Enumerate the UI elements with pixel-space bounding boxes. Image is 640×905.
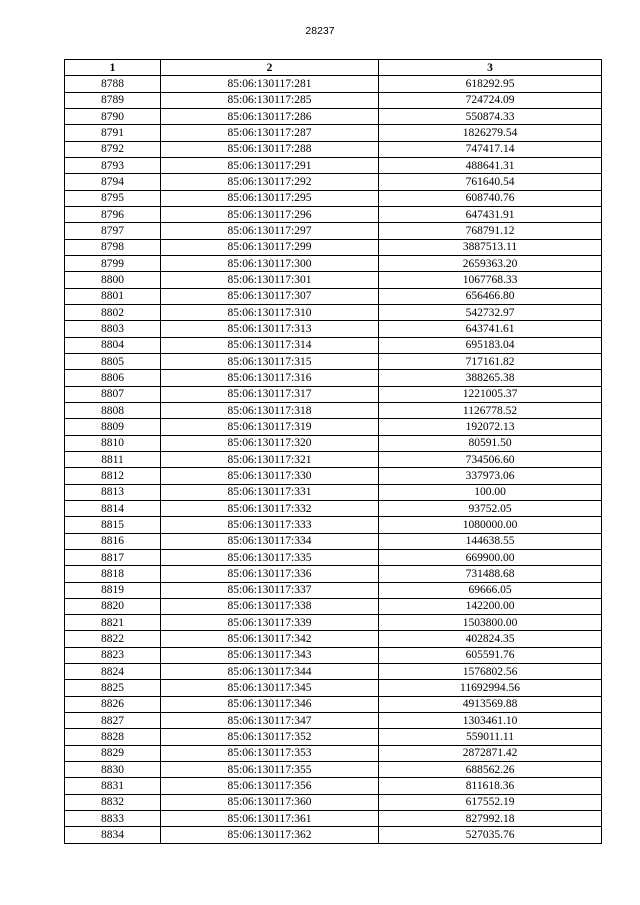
table-row bbox=[65, 631, 602, 647]
table-row bbox=[65, 288, 602, 304]
row-number-cell: 8828 bbox=[65, 729, 161, 745]
value-cell: 402824.35 bbox=[379, 631, 602, 647]
table-row bbox=[65, 827, 602, 843]
value-cell: 827992.18 bbox=[379, 811, 602, 827]
table-row bbox=[65, 549, 602, 565]
cadastral-number-cell: 85:06:130117:286 bbox=[161, 108, 379, 124]
value-cell: 605591.76 bbox=[379, 647, 602, 663]
cadastral-number-cell: 85:06:130117:343 bbox=[161, 647, 379, 663]
table-row bbox=[65, 615, 602, 631]
row-number-cell: 8804 bbox=[65, 337, 161, 353]
table-row bbox=[65, 206, 602, 222]
value-cell: 688562.26 bbox=[379, 762, 602, 778]
row-number-cell: 8788 bbox=[65, 76, 161, 92]
value-cell: 11692994.56 bbox=[379, 680, 602, 696]
cadastral-number-cell: 85:06:130117:316 bbox=[161, 370, 379, 386]
row-number-cell: 8806 bbox=[65, 370, 161, 386]
row-number-cell: 8830 bbox=[65, 762, 161, 778]
column-header-1: 1 bbox=[65, 60, 161, 76]
row-number-cell: 8805 bbox=[65, 353, 161, 369]
value-cell: 527035.76 bbox=[379, 827, 602, 843]
cadastral-number-cell: 85:06:130117:297 bbox=[161, 223, 379, 239]
row-number-cell: 8796 bbox=[65, 206, 161, 222]
value-cell: 337973.06 bbox=[379, 468, 602, 484]
value-cell: 1221005.37 bbox=[379, 386, 602, 402]
cadastral-number-cell: 85:06:130117:281 bbox=[161, 76, 379, 92]
table-row bbox=[65, 353, 602, 369]
table-header-row bbox=[65, 60, 602, 76]
table-row bbox=[65, 419, 602, 435]
cadastral-number-cell: 85:06:130117:362 bbox=[161, 827, 379, 843]
value-cell: 643741.61 bbox=[379, 321, 602, 337]
table-row bbox=[65, 745, 602, 761]
value-cell: 608740.76 bbox=[379, 190, 602, 206]
row-number-cell: 8816 bbox=[65, 533, 161, 549]
cadastral-number-cell: 85:06:130117:331 bbox=[161, 484, 379, 500]
row-number-cell: 8819 bbox=[65, 582, 161, 598]
row-number-cell: 8833 bbox=[65, 811, 161, 827]
cadastral-number-cell: 85:06:130117:310 bbox=[161, 304, 379, 320]
table-row bbox=[65, 811, 602, 827]
value-cell: 1503800.00 bbox=[379, 615, 602, 631]
value-cell: 80591.50 bbox=[379, 435, 602, 451]
cadastral-number-cell: 85:06:130117:353 bbox=[161, 745, 379, 761]
value-cell: 724724.09 bbox=[379, 92, 602, 108]
value-cell: 1067768.33 bbox=[379, 272, 602, 288]
value-cell: 1576802.56 bbox=[379, 664, 602, 680]
table-row bbox=[65, 435, 602, 451]
cadastral-number-cell: 85:06:130117:338 bbox=[161, 598, 379, 614]
row-number-cell: 8827 bbox=[65, 713, 161, 729]
row-number-cell: 8792 bbox=[65, 141, 161, 157]
row-number-cell: 8809 bbox=[65, 419, 161, 435]
table-row bbox=[65, 141, 602, 157]
table-row bbox=[65, 386, 602, 402]
cadastral-number-cell: 85:06:130117:287 bbox=[161, 125, 379, 141]
row-number-cell: 8793 bbox=[65, 157, 161, 173]
value-cell: 4913569.88 bbox=[379, 696, 602, 712]
row-number-cell: 8808 bbox=[65, 402, 161, 418]
row-number-cell: 8798 bbox=[65, 239, 161, 255]
row-number-cell: 8815 bbox=[65, 517, 161, 533]
table-row bbox=[65, 255, 602, 271]
value-cell: 93752.05 bbox=[379, 500, 602, 516]
cadastral-number-cell: 85:06:130117:295 bbox=[161, 190, 379, 206]
row-number-cell: 8789 bbox=[65, 92, 161, 108]
row-number-cell: 8834 bbox=[65, 827, 161, 843]
table-row bbox=[65, 582, 602, 598]
table-row bbox=[65, 321, 602, 337]
value-cell: 542732.97 bbox=[379, 304, 602, 320]
value-cell: 669900.00 bbox=[379, 549, 602, 565]
table-row bbox=[65, 272, 602, 288]
table-row bbox=[65, 76, 602, 92]
row-number-cell: 8831 bbox=[65, 778, 161, 794]
table-row bbox=[65, 223, 602, 239]
cadastral-number-cell: 85:06:130117:317 bbox=[161, 386, 379, 402]
row-number-cell: 8829 bbox=[65, 745, 161, 761]
value-cell: 695183.04 bbox=[379, 337, 602, 353]
cadastral-number-cell: 85:06:130117:345 bbox=[161, 680, 379, 696]
value-cell: 1826279.54 bbox=[379, 125, 602, 141]
row-number-cell: 8823 bbox=[65, 647, 161, 663]
value-cell: 388265.38 bbox=[379, 370, 602, 386]
row-number-cell: 8832 bbox=[65, 794, 161, 810]
value-cell: 618292.95 bbox=[379, 76, 602, 92]
table-row bbox=[65, 762, 602, 778]
row-number-cell: 8825 bbox=[65, 680, 161, 696]
table-row bbox=[65, 778, 602, 794]
page-number: 28237 bbox=[305, 25, 335, 37]
row-number-cell: 8802 bbox=[65, 304, 161, 320]
table-row bbox=[65, 174, 602, 190]
value-cell: 656466.80 bbox=[379, 288, 602, 304]
value-cell: 69666.05 bbox=[379, 582, 602, 598]
value-cell: 1303461.10 bbox=[379, 713, 602, 729]
table-row bbox=[65, 533, 602, 549]
table-row bbox=[65, 157, 602, 173]
row-number-cell: 8811 bbox=[65, 451, 161, 467]
table-row bbox=[65, 239, 602, 255]
cadastral-number-cell: 85:06:130117:314 bbox=[161, 337, 379, 353]
table-row bbox=[65, 517, 602, 533]
value-cell: 3887513.11 bbox=[379, 239, 602, 255]
table-row bbox=[65, 125, 602, 141]
cadastral-number-cell: 85:06:130117:300 bbox=[161, 255, 379, 271]
cadastral-number-cell: 85:06:130117:342 bbox=[161, 631, 379, 647]
cadastral-number-cell: 85:06:130117:339 bbox=[161, 615, 379, 631]
row-number-cell: 8795 bbox=[65, 190, 161, 206]
value-cell: 1126778.52 bbox=[379, 402, 602, 418]
value-cell: 734506.60 bbox=[379, 451, 602, 467]
table-row bbox=[65, 729, 602, 745]
cadastral-number-cell: 85:06:130117:321 bbox=[161, 451, 379, 467]
column-header-3: 3 bbox=[379, 60, 602, 76]
row-number-cell: 8797 bbox=[65, 223, 161, 239]
table-row bbox=[65, 794, 602, 810]
cadastral-number-cell: 85:06:130117:288 bbox=[161, 141, 379, 157]
cadastral-number-cell: 85:06:130117:291 bbox=[161, 157, 379, 173]
row-number-cell: 8812 bbox=[65, 468, 161, 484]
row-number-cell: 8822 bbox=[65, 631, 161, 647]
value-cell: 811618.36 bbox=[379, 778, 602, 794]
table-row bbox=[65, 190, 602, 206]
cadastral-number-cell: 85:06:130117:319 bbox=[161, 419, 379, 435]
value-cell: 2872871.42 bbox=[379, 745, 602, 761]
table-row bbox=[65, 566, 602, 582]
table-row bbox=[65, 664, 602, 680]
table-row bbox=[65, 402, 602, 418]
row-number-cell: 8794 bbox=[65, 174, 161, 190]
cadastral-number-cell: 85:06:130117:313 bbox=[161, 321, 379, 337]
row-number-cell: 8818 bbox=[65, 566, 161, 582]
value-cell: 617552.19 bbox=[379, 794, 602, 810]
value-cell: 731488.68 bbox=[379, 566, 602, 582]
cadastral-number-cell: 85:06:130117:318 bbox=[161, 402, 379, 418]
cadastral-number-cell: 85:06:130117:347 bbox=[161, 713, 379, 729]
value-cell: 2659363.20 bbox=[379, 255, 602, 271]
cadastral-number-cell: 85:06:130117:355 bbox=[161, 762, 379, 778]
row-number-cell: 8807 bbox=[65, 386, 161, 402]
row-number-cell: 8824 bbox=[65, 664, 161, 680]
table-row bbox=[65, 484, 602, 500]
row-number-cell: 8810 bbox=[65, 435, 161, 451]
value-cell: 559011.11 bbox=[379, 729, 602, 745]
row-number-cell: 8813 bbox=[65, 484, 161, 500]
value-cell: 144638.55 bbox=[379, 533, 602, 549]
data-table bbox=[64, 59, 602, 844]
table-body bbox=[65, 76, 602, 843]
table-row bbox=[65, 370, 602, 386]
cadastral-number-cell: 85:06:130117:285 bbox=[161, 92, 379, 108]
cadastral-number-cell: 85:06:130117:320 bbox=[161, 435, 379, 451]
row-number-cell: 8821 bbox=[65, 615, 161, 631]
value-cell: 717161.82 bbox=[379, 353, 602, 369]
cadastral-number-cell: 85:06:130117:301 bbox=[161, 272, 379, 288]
value-cell: 100.00 bbox=[379, 484, 602, 500]
cadastral-number-cell: 85:06:130117:336 bbox=[161, 566, 379, 582]
value-cell: 192072.13 bbox=[379, 419, 602, 435]
value-cell: 550874.33 bbox=[379, 108, 602, 124]
row-number-cell: 8801 bbox=[65, 288, 161, 304]
value-cell: 142200.00 bbox=[379, 598, 602, 614]
value-cell: 647431.91 bbox=[379, 206, 602, 222]
cadastral-number-cell: 85:06:130117:334 bbox=[161, 533, 379, 549]
table-row bbox=[65, 451, 602, 467]
row-number-cell: 8826 bbox=[65, 696, 161, 712]
cadastral-number-cell: 85:06:130117:360 bbox=[161, 794, 379, 810]
table-row bbox=[65, 337, 602, 353]
cadastral-number-cell: 85:06:130117:337 bbox=[161, 582, 379, 598]
table-row bbox=[65, 713, 602, 729]
value-cell: 747417.14 bbox=[379, 141, 602, 157]
value-cell: 768791.12 bbox=[379, 223, 602, 239]
table-row bbox=[65, 647, 602, 663]
table-row bbox=[65, 92, 602, 108]
row-number-cell: 8800 bbox=[65, 272, 161, 288]
cadastral-number-cell: 85:06:130117:315 bbox=[161, 353, 379, 369]
row-number-cell: 8790 bbox=[65, 108, 161, 124]
table-row bbox=[65, 500, 602, 516]
cadastral-number-cell: 85:06:130117:333 bbox=[161, 517, 379, 533]
cadastral-number-cell: 85:06:130117:335 bbox=[161, 549, 379, 565]
table-row bbox=[65, 108, 602, 124]
cadastral-number-cell: 85:06:130117:296 bbox=[161, 206, 379, 222]
cadastral-number-cell: 85:06:130117:361 bbox=[161, 811, 379, 827]
row-number-cell: 8791 bbox=[65, 125, 161, 141]
table-row bbox=[65, 696, 602, 712]
value-cell: 761640.54 bbox=[379, 174, 602, 190]
cadastral-number-cell: 85:06:130117:344 bbox=[161, 664, 379, 680]
row-number-cell: 8803 bbox=[65, 321, 161, 337]
row-number-cell: 8817 bbox=[65, 549, 161, 565]
value-cell: 1080000.00 bbox=[379, 517, 602, 533]
row-number-cell: 8820 bbox=[65, 598, 161, 614]
cadastral-number-cell: 85:06:130117:299 bbox=[161, 239, 379, 255]
row-number-cell: 8799 bbox=[65, 255, 161, 271]
table-row bbox=[65, 468, 602, 484]
column-header-2: 2 bbox=[161, 60, 379, 76]
row-number-cell: 8814 bbox=[65, 500, 161, 516]
cadastral-number-cell: 85:06:130117:292 bbox=[161, 174, 379, 190]
cadastral-number-cell: 85:06:130117:346 bbox=[161, 696, 379, 712]
cadastral-number-cell: 85:06:130117:332 bbox=[161, 500, 379, 516]
table-row bbox=[65, 304, 602, 320]
cadastral-number-cell: 85:06:130117:352 bbox=[161, 729, 379, 745]
cadastral-number-cell: 85:06:130117:356 bbox=[161, 778, 379, 794]
table-row bbox=[65, 598, 602, 614]
value-cell: 488641.31 bbox=[379, 157, 602, 173]
cadastral-number-cell: 85:06:130117:330 bbox=[161, 468, 379, 484]
cadastral-number-cell: 85:06:130117:307 bbox=[161, 288, 379, 304]
table-row bbox=[65, 680, 602, 696]
